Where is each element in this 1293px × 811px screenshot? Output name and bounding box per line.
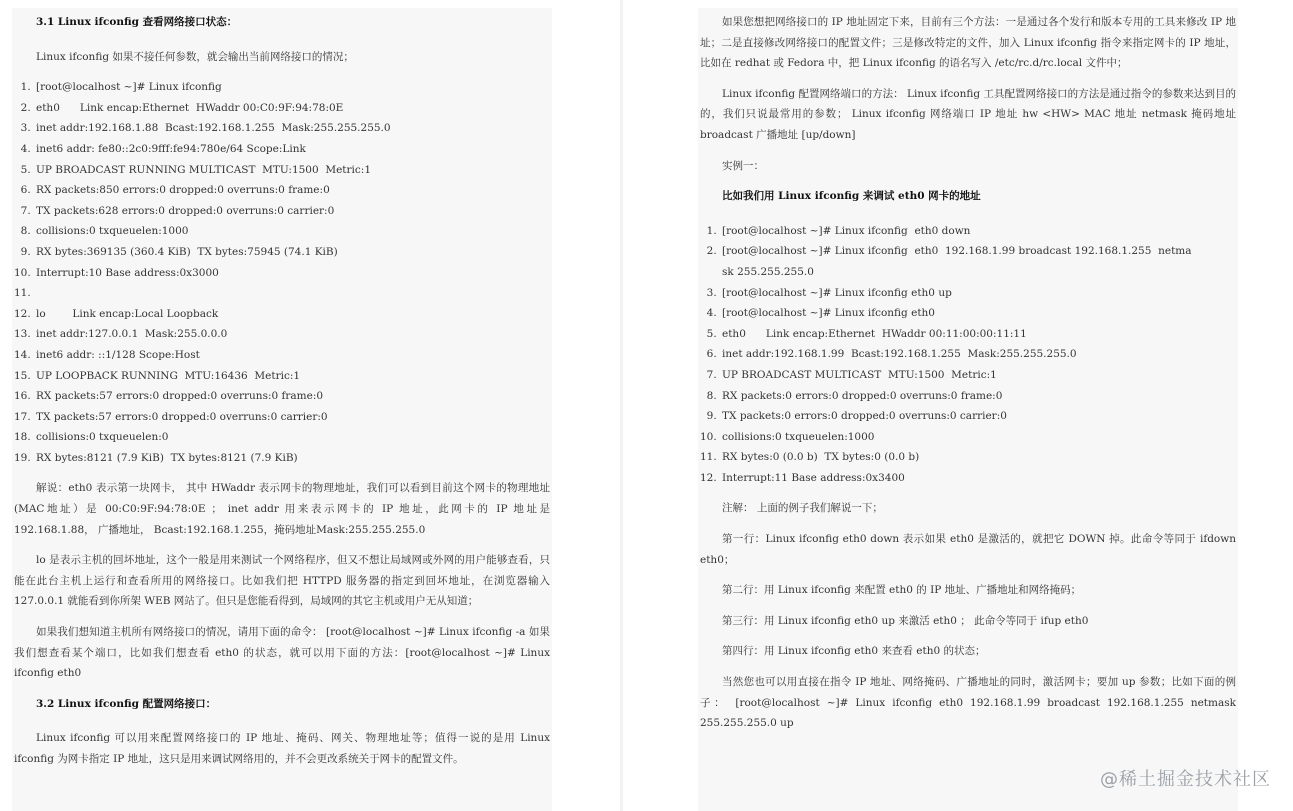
code-line: 18. collisions:0 txqueuelen:0 — [34, 427, 550, 448]
page-divider — [620, 0, 623, 811]
right-column — [698, 8, 1238, 811]
config-method-paragraph: Linux ifconfig 配置网络端口的方法： Linux ifconfig 工具配置网络接口的方法是通过指令的参数来达到目的的，我们只说最常用的参数； Linux ifconfig 网络端口 IP 地址 hw <HW> MAC 地址 netmask 掩码地址 broadcast 广播地址 [up/down] — [700, 87, 1236, 141]
code-line: 5. eth0 Link encap:Ethernet HWaddr 00:11:00:00:11:11 — [720, 324, 1236, 345]
example-command-list — [700, 221, 1236, 489]
code-line: 7. UP BROADCAST MULTICAST MTU:1500 Metric:1 — [720, 365, 1236, 386]
code-line: 6. inet addr:192.168.1.99 Bcast:192.168.1.255 Mask:255.255.255.0 — [720, 344, 1236, 365]
code-line: 9. RX bytes:369135 (360.4 KiB) TX bytes:75945 (74.1 KiB) — [34, 242, 550, 263]
code-line: 9. TX packets:0 errors:0 dropped:0 overruns:0 carrier:0 — [720, 406, 1236, 427]
code-line: 4. inet6 addr: fe80::2c0:9fff:fe94:780e/64 Scope:Link — [34, 139, 550, 160]
example-label: 实例一： — [722, 159, 764, 172]
code-line: 10. Interrupt:10 Base address:0x3000 — [34, 263, 550, 284]
code-line: 16. RX packets:57 errors:0 dropped:0 overruns:0 frame:0 — [34, 386, 550, 407]
code-line: 12. lo Link encap:Local Loopback — [34, 304, 550, 325]
section-heading-3-1: 3.1 Linux ifconfig 查看网络接口状态： — [36, 16, 238, 28]
line1-paragraph: 第一行：Linux ifconfig eth0 down 表示如果 eth0 是激活的，就把它 DOWN 掉。此命令等同于 ifdown eth0； — [700, 533, 1236, 566]
code-line: 3. [root@localhost ~]# Linux ifconfig eth0 up — [720, 283, 1236, 304]
line2-paragraph: 第二行：用 Linux ifconfig 来配置 eth0 的 IP 地址、广播地址和网络掩码； — [722, 584, 1082, 597]
note-paragraph: 注解： 上面的例子我们解说一下； — [722, 502, 883, 515]
code-line: 1. [root@localhost ~]# Linux ifconfig — [34, 77, 550, 98]
also-paragraph: 当然您也可以用直接在指令 IP 地址、网络掩码、广播地址的同时，激活网卡；要加 up 参数；比如下面的例子： [root@localhost ~]# Linux ifconfig eth0 192.168.1.99 broadcast 192.168.1.255 netmask 255.255.255.0 up — [700, 676, 1236, 730]
explain-paragraph: 解说：eth0 表示第一块网卡， 其中 HWaddr 表示网卡的物理地址，我们可以看到目前这个网卡的物理地址(MAC地址）是 00:C0:9F:94:78:0E ； inet addr 用来表示网卡的 IP 地址，此网卡的 IP 地址是 192.168.1.88， 广播地址， Bcast:192.168.1.255，掩码地址Mask:255.255.255.0 — [14, 482, 550, 536]
code-line: 13. inet addr:127.0.0.1 Mask:255.0.0.0 — [34, 324, 550, 345]
code-line: 1. [root@localhost ~]# Linux ifconfig eth0 down — [720, 221, 1236, 242]
config-paragraph: Linux ifconfig 可以用来配置网络接口的 IP 地址、掩码、网关、物理地址等；值得一说的是用 Linux ifconfig 为网卡指定 IP 地址，这只是用来调试网络用的，并不会更改系统关于网卡的配置文件。 — [14, 732, 550, 765]
code-line: 10. collisions:0 txqueuelen:1000 — [720, 427, 1236, 448]
code-line: 2. eth0 Link encap:Ethernet HWaddr 00:C0:9F:94:78:0E — [34, 98, 550, 119]
code-line: 3. inet addr:192.168.1.88 Bcast:192.168.1.255 Mask:255.255.255.0 — [34, 118, 550, 139]
code-line: 4. [root@localhost ~]# Linux ifconfig eth0 — [720, 303, 1236, 324]
all-interfaces-paragraph: 如果我们想知道主机所有网络接口的情况，请用下面的命令： [root@localhost ~]# Linux ifconfig -a 如果我们想查看某个端口，比如我们想查看 eth0 的状态，就可以用下面的方法：[root@localhost ~]# Linux ifconfig eth0 — [14, 626, 550, 680]
left-column — [12, 8, 552, 811]
code-line: 17. TX packets:57 errors:0 dropped:0 overruns:0 carrier:0 — [34, 407, 550, 428]
code-line: 19. RX bytes:8121 (7.9 KiB) TX bytes:8121 (7.9 KiB) — [34, 448, 550, 469]
code-line: 7. TX packets:628 errors:0 dropped:0 overruns:0 carrier:0 — [34, 201, 550, 222]
code-line: 12. Interrupt:11 Base address:0x3400 — [720, 468, 1236, 489]
code-line: 5. UP BROADCAST RUNNING MULTICAST MTU:1500 Metric:1 — [34, 160, 550, 181]
loopback-paragraph: lo 是表示主机的回坏地址，这个一般是用来测试一个网络程序，但又不想让局域网或外网的用户能够查看，只能在此台主机上运行和查看所用的网络接口。比如我们把 HTTPD 服务器的指定到回坏地址，在浏览器输入 127.0.0.1 就能看到你所架 WEB 网站了。但只是您能看得到，局域网的其它主机或用户无从知道； — [14, 554, 550, 608]
example-heading: 比如我们用 Linux ifconfig 来调试 eth0 网卡的地址 — [722, 190, 981, 203]
watermark: @稀土掘金技术社区 — [1100, 769, 1271, 790]
code-line: 6. RX packets:850 errors:0 dropped:0 overruns:0 frame:0 — [34, 180, 550, 201]
line3-paragraph: 第三行：用 Linux ifconfig eth0 up 来激活 eth0 ； 此命令等同于 ifup eth0 — [722, 614, 1089, 627]
line4-paragraph: 第四行：用 Linux ifconfig eth0 来查看 eth0 的状态； — [722, 645, 986, 658]
code-line: 11. RX bytes:0 (0.0 b) TX bytes:0 (0.0 b) — [720, 447, 1236, 468]
fixed-ip-paragraph: 如果您想把网络接口的 IP 地址固定下来，目前有三个方法：一是通过各个发行和版本专用的工具来修改 IP 地址；二是直接修改网络接口的配置文件；三是修改特定的文件，加入 Linux ifconfig 指令来指定网卡的 IP 地址，比如在 redhat 或 Fedora 中，把 Linux ifconfig 的语名写入 /etc/rc.d/rc.local 文件中； — [700, 16, 1236, 70]
code-line: 8. RX packets:0 errors:0 dropped:0 overruns:0 frame:0 — [720, 386, 1236, 407]
code-line — [34, 283, 550, 304]
code-line: 15. UP LOOPBACK RUNNING MTU:16436 Metric:1 — [34, 366, 550, 387]
code-line: 8. collisions:0 txqueuelen:1000 — [34, 221, 550, 242]
code-line: 2. [root@localhost ~]# Linux ifconfig eth0 192.168.1.99 broadcast 192.168.1.255 netma sk 255.255.255.0 — [720, 241, 1236, 282]
ifconfig-output-list — [14, 77, 550, 468]
code-line: 14. inet6 addr: ::1/128 Scope:Host — [34, 345, 550, 366]
intro-paragraph: Linux ifconfig 如果不接任何参数，就会输出当前网络接口的情况； — [36, 50, 354, 63]
section-heading-3-2: 3.2 Linux ifconfig 配置网络接口： — [36, 697, 217, 710]
